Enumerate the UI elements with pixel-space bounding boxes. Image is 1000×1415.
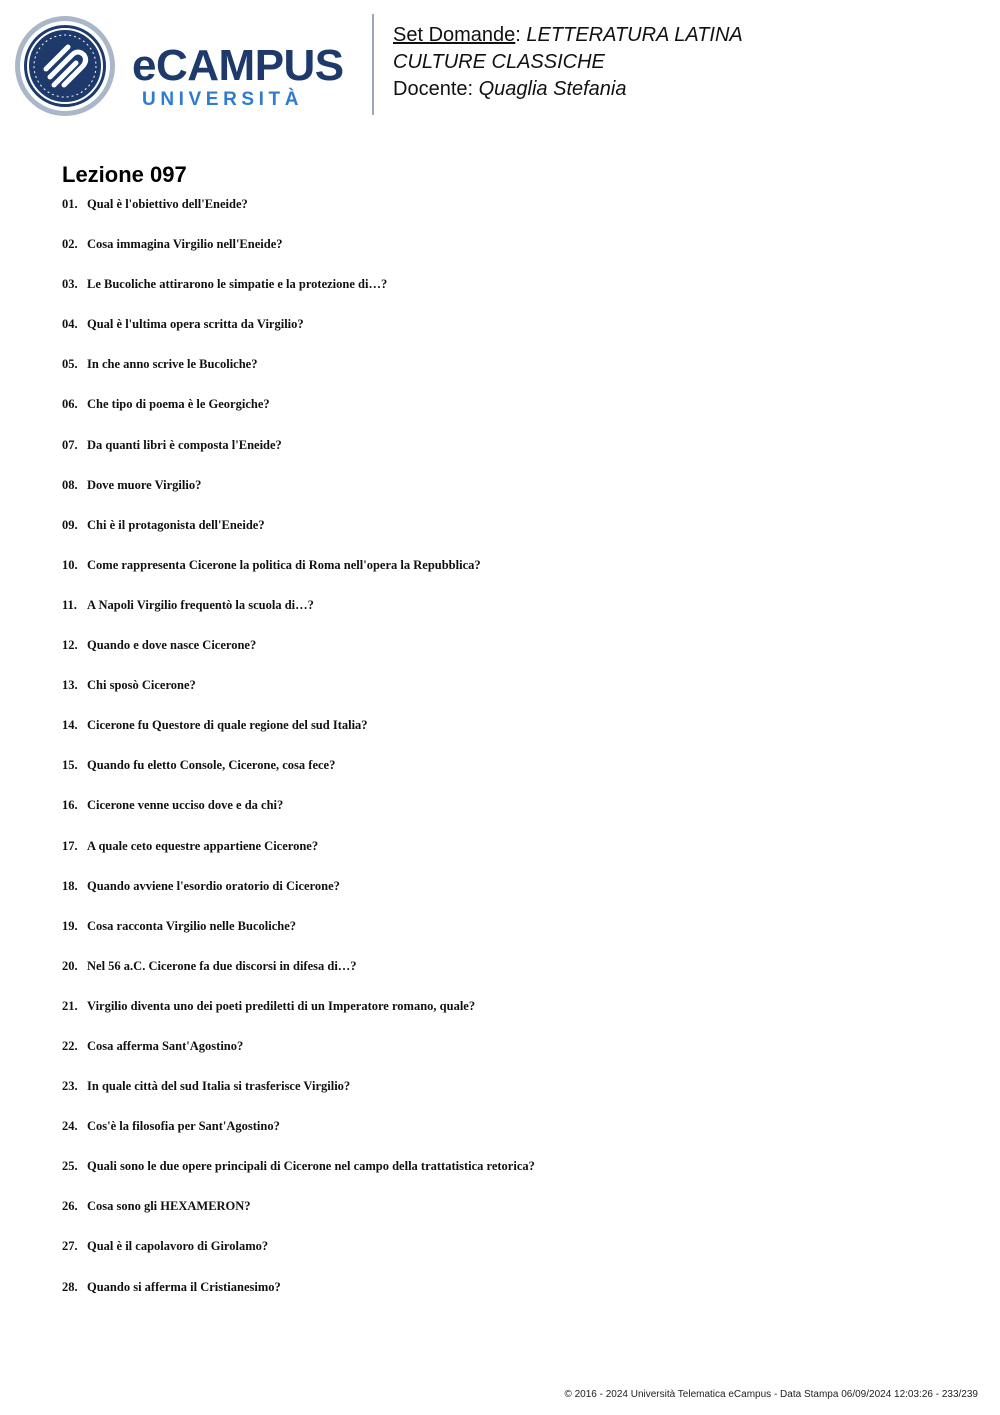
question-item	[62, 477, 962, 517]
question-item	[62, 316, 962, 356]
question-item	[62, 1279, 962, 1319]
question-item	[62, 717, 962, 757]
teacher-line	[393, 76, 983, 103]
question-number: 05.	[62, 357, 78, 372]
header-divider	[372, 14, 374, 115]
question-number: 03.	[62, 277, 78, 292]
brand-name-rest: CAMPUS	[155, 41, 344, 90]
question-item	[62, 1158, 962, 1198]
question-text: A Napoli Virgilio frequentò la scuola di…?	[87, 597, 314, 612]
question-number: 13.	[62, 678, 78, 693]
question-item	[62, 1118, 962, 1158]
question-text: Quando avviene l'esordio oratorio di Cicerone?	[87, 878, 340, 893]
question-text: Cosa racconta Virgilio nelle Bucoliche?	[87, 918, 297, 933]
question-text: Qual è l'obiettivo dell'Eneide?	[87, 197, 248, 211]
question-text: Che tipo di poema è le Georgiche?	[87, 397, 270, 412]
question-text: Dove muore Virgilio?	[87, 477, 202, 492]
question-number: 25.	[62, 1159, 78, 1174]
question-text: Cicerone venne ucciso dove e da chi?	[87, 798, 284, 813]
question-item	[62, 918, 962, 958]
page-header	[0, 0, 1000, 130]
question-text: Da quanti libri è composta l'Eneide?	[87, 437, 282, 452]
question-number: 02.	[62, 237, 78, 252]
question-item	[62, 1078, 962, 1118]
set-colon: :	[515, 24, 527, 46]
question-item	[62, 517, 962, 557]
teacher-label: Docente:	[393, 78, 479, 100]
question-number: 19.	[62, 918, 78, 933]
question-text: Cosa immagina Virgilio nell'Eneide?	[87, 237, 283, 252]
question-item	[62, 958, 962, 998]
question-number: 18.	[62, 878, 78, 893]
question-number: 28.	[62, 1279, 78, 1294]
question-item	[62, 597, 962, 637]
question-number: 04.	[62, 317, 78, 332]
brand-name-e: e	[132, 41, 156, 90]
question-number: 21.	[62, 998, 78, 1013]
question-item	[62, 1198, 962, 1238]
brand-subtitle: UNIVERSITÀ	[142, 89, 304, 110]
question-text: A quale ceto equestre appartiene Cicerone?	[87, 838, 319, 853]
subject: LETTERATURA LATINA	[526, 24, 743, 46]
question-text: Virgilio diventa uno dei poeti prediletti di un Imperatore romano, quale?	[87, 998, 476, 1013]
ecampus-seal-logo	[14, 15, 116, 117]
question-number: 08.	[62, 477, 78, 492]
question-number: 09.	[62, 517, 78, 532]
course: CULTURE CLASSICHE	[393, 51, 605, 73]
question-number: 17.	[62, 838, 78, 853]
question-number: 10.	[62, 557, 78, 572]
question-item	[62, 637, 962, 677]
question-item	[62, 998, 962, 1038]
question-item	[62, 757, 962, 797]
question-item	[62, 1038, 962, 1078]
lesson-title: Lezione 097	[62, 162, 187, 187]
set-label: Set Domande	[393, 24, 516, 46]
question-item	[62, 276, 962, 316]
question-text: In che anno scrive le Bucoliche?	[87, 357, 258, 372]
question-text: Cos'è la filosofia per Sant'Agostino?	[87, 1119, 280, 1134]
question-text: Le Bucoliche attirarono le simpatie e la protezione di…?	[87, 277, 388, 292]
question-number: 22.	[62, 1038, 78, 1053]
question-number: 24.	[62, 1119, 78, 1134]
question-text: Quali sono le due opere principali di Cicerone nel campo della trattatistica retorica?	[87, 1159, 535, 1174]
question-number: 14.	[62, 718, 78, 733]
question-number: 16.	[62, 798, 78, 813]
question-item	[62, 437, 962, 477]
question-item	[62, 236, 962, 276]
question-item	[62, 878, 962, 918]
question-text: Cosa afferma Sant'Agostino?	[87, 1038, 244, 1053]
question-text: Quando e dove nasce Cicerone?	[87, 638, 257, 653]
set-info	[393, 22, 983, 103]
question-number: 26.	[62, 1199, 78, 1214]
question-text: Quando si afferma il Cristianesimo?	[87, 1279, 281, 1294]
question-number: 23.	[62, 1079, 78, 1094]
question-item	[62, 677, 962, 717]
page-footer: © 2016 - 2024 Università Telematica eCampus - Data Stampa 06/09/2024 12:03:26 - 233/239	[564, 1389, 978, 1400]
set-line	[393, 22, 983, 49]
question-number: 20.	[62, 958, 78, 973]
question-text: Qual è l'ultima opera scritta da Virgilio?	[87, 317, 304, 332]
ecampus-wordmark	[132, 41, 357, 114]
question-number: 27.	[62, 1239, 78, 1254]
question-item	[62, 797, 962, 837]
question-text: Come rappresenta Cicerone la politica di Roma nell'opera la Repubblica?	[87, 557, 481, 572]
brand-name	[132, 41, 357, 90]
question-text: Qual è il capolavoro di Girolamo?	[87, 1239, 269, 1254]
question-number: 06.	[62, 397, 78, 412]
question-text: Chi è il protagonista dell'Eneide?	[87, 517, 265, 532]
question-number: 01.	[62, 197, 78, 211]
question-number: 12.	[62, 638, 78, 653]
question-item	[62, 356, 962, 396]
question-item	[62, 557, 962, 597]
question-item	[62, 396, 962, 436]
question-number: 15.	[62, 758, 78, 773]
question-text: Quando fu eletto Console, Cicerone, cosa fece?	[87, 758, 336, 773]
question-number: 07.	[62, 437, 78, 452]
question-text: In quale città del sud Italia si trasferisce Virgilio?	[87, 1079, 351, 1094]
question-item	[62, 838, 962, 878]
question-text: Cosa sono gli HEXAMERON?	[87, 1199, 251, 1214]
question-text: Nel 56 a.C. Cicerone fa due discorsi in difesa di…?	[87, 958, 357, 973]
question-item	[62, 1238, 962, 1278]
question-item	[62, 196, 962, 236]
teacher-name: Quaglia Stefania	[478, 78, 627, 100]
question-text: Cicerone fu Questore di quale regione del sud Italia?	[87, 718, 368, 733]
question-number: 11.	[62, 597, 77, 612]
question-text: Chi sposò Cicerone?	[87, 678, 196, 693]
question-list	[62, 196, 962, 1319]
